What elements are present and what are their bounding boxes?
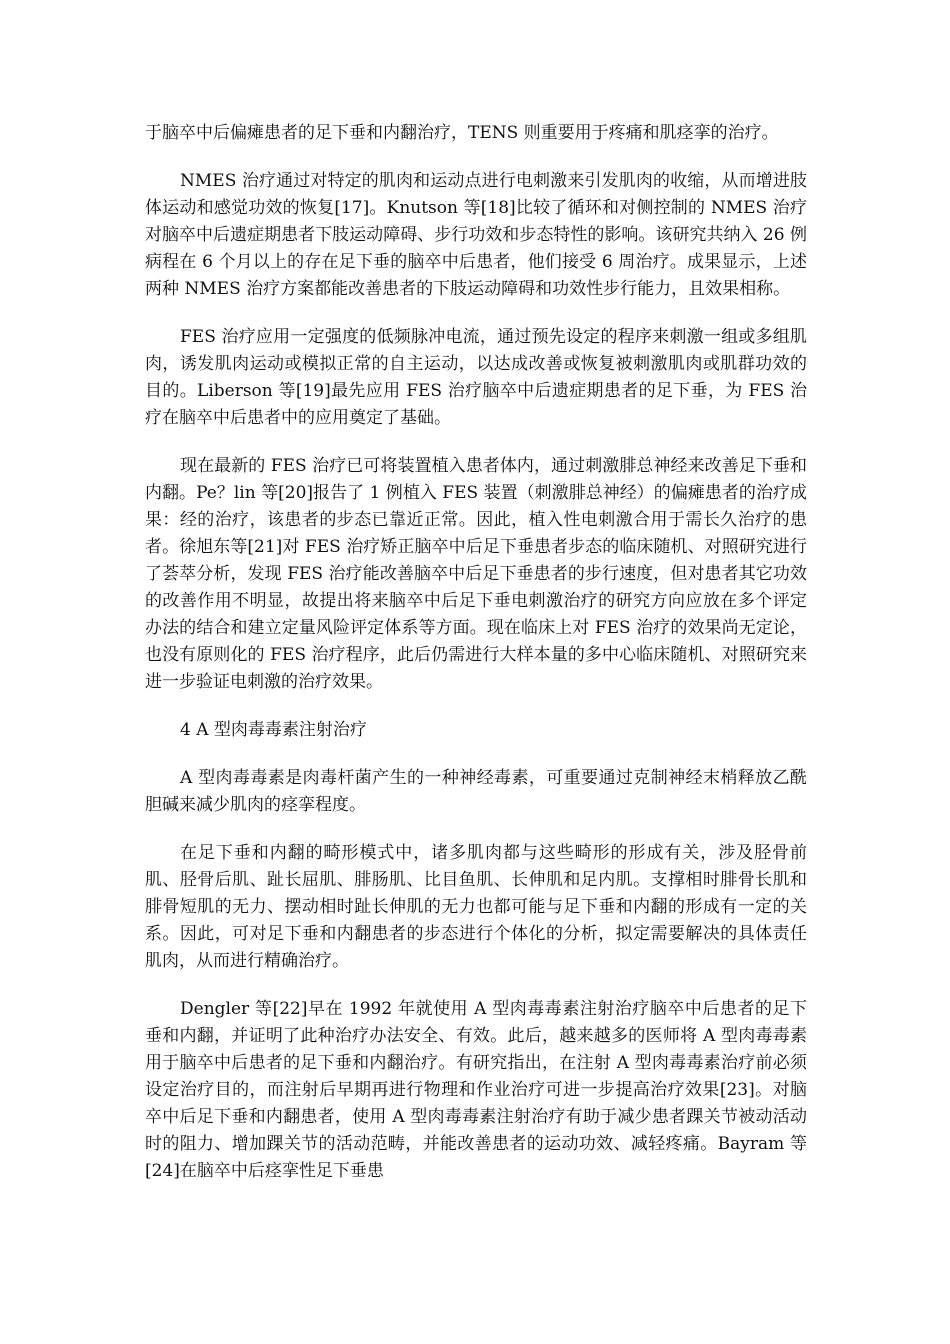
paragraph-fes: FES 治疗应用一定强度的低频脉冲电流，通过预先设定的程序来刺激一组或多组肌肉，诱发肌肉运动或模拟正常的自主运动，以达成改善或恢复被刺激肌肉或肌群功效的目的。Liberson 等[19]最先应用 FES 治疗脑卒中后遗症期患者的足下垂，为 FES 治疗在脑卒中后患者中的应用奠定了基础。 xyxy=(145,327,807,428)
document-page xyxy=(145,120,807,1206)
paragraph-fes-implant: 现在最新的 FES 治疗已可将装置植入患者体内，通过刺激腓总神经来改善足下垂和内翻。Pe？lin 等[20]报告了 1 例植入 FES 装置（刺激腓总神经）的偏瘫患者的治疗成果：经的治疗，该患者的步态已靠近正常。因此，植入性电刺激合用于需长久治疗的患者。徐旭东等[21]对 FES 治疗矫正脑卒中后足下垂患者步态的临床随机、对照研究进行了荟萃分析，发现 FES 治疗能改善脑卒中后足下垂患者的步行速度，但对患者其它功效的改善作用不明显，故提出将来脑卒中后足下垂电刺激治疗的研究方向应放在多个评定办法的结合和建立定量风险评定体系等方面。现在临床上对 FES 治疗的效果尚无定论，也没有原则化的 FES 治疗程序，此后仍需进行大样本量的多中心临床随机、对照研究来进一步验证电刺激的治疗效果。 xyxy=(145,456,807,692)
paragraph-botulinum-intro: A 型肉毒毒素是肉毒杆菌产生的一种神经毒素，可重要通过克制神经末梢释放乙酰胆碱来减少肌肉的痉挛程度。 xyxy=(145,768,807,815)
paragraph-deformity-pattern: 在足下垂和内翻的畸形模式中，诸多肌肉都与这些畸形的形成有关，涉及胫骨前肌、胫骨后肌、趾长屈肌、腓肠肌、比目鱼肌、长伸肌和足内肌。支撑相时腓骨长肌和腓骨短肌的无力、摆动相时趾长伸肌的无力也都可能与足下垂和内翻的形成有一定的关系。因此，可对足下垂和内翻患者的步态进行个体化的分析，拟定需要解决的具体责任肌肉，从而进行精确治疗。 xyxy=(145,843,807,971)
paragraph-dengler: Dengler 等[22]早在 1992 年就使用 A 型肉毒毒素注射治疗脑卒中后患者的足下垂和内翻，并证明了此种治疗办法安全、有效。此后，越来越多的医师将 A 型肉毒毒素用于脑卒中后患者的足下垂和内翻治疗。有研究指出，在注射 A 型肉毒毒素治疗前必须设定治疗目的，而注射后早期再进行物理和作业治疗可进一步提高治疗效果[23]。对脑卒中后足下垂和内翻患者，使用 A 型肉毒毒素注射治疗有助于减少患者踝关节被动活动时的阻力、增加踝关节的活动范畴，并能改善患者的运动功效、减轻疼痛。Bayram 等[24]在脑卒中后痉挛性足下垂患 xyxy=(145,999,807,1181)
section-heading-botulinum: 4 A 型肉毒毒素注射治疗 xyxy=(180,720,367,740)
paragraph-nmes: NMES 治疗通过对特定的肌肉和运动点进行电刺激来引发肌肉的收缩，从而增进肢体运动和感觉功效的恢复[17]。Knutson 等[18]比较了循环和对侧控制的 NMES 治疗对脑卒中后遗症期患者下肢运动障碍、步行功效和步态特性的影响。该研究共纳入 26 例病程在 6 个月以上的存在足下垂的脑卒中后患者，他们接受 6 周治疗。成果显示，上述两种 NMES 治疗方案都能改善患者的下肢运动障碍和功效性步行能力，且效果相称。 xyxy=(145,171,807,299)
paragraph-continuation: 于脑卒中后偏瘫患者的足下垂和内翻治疗，TENS 则重要用于疼痛和肌痉挛的治疗。 xyxy=(145,123,779,143)
